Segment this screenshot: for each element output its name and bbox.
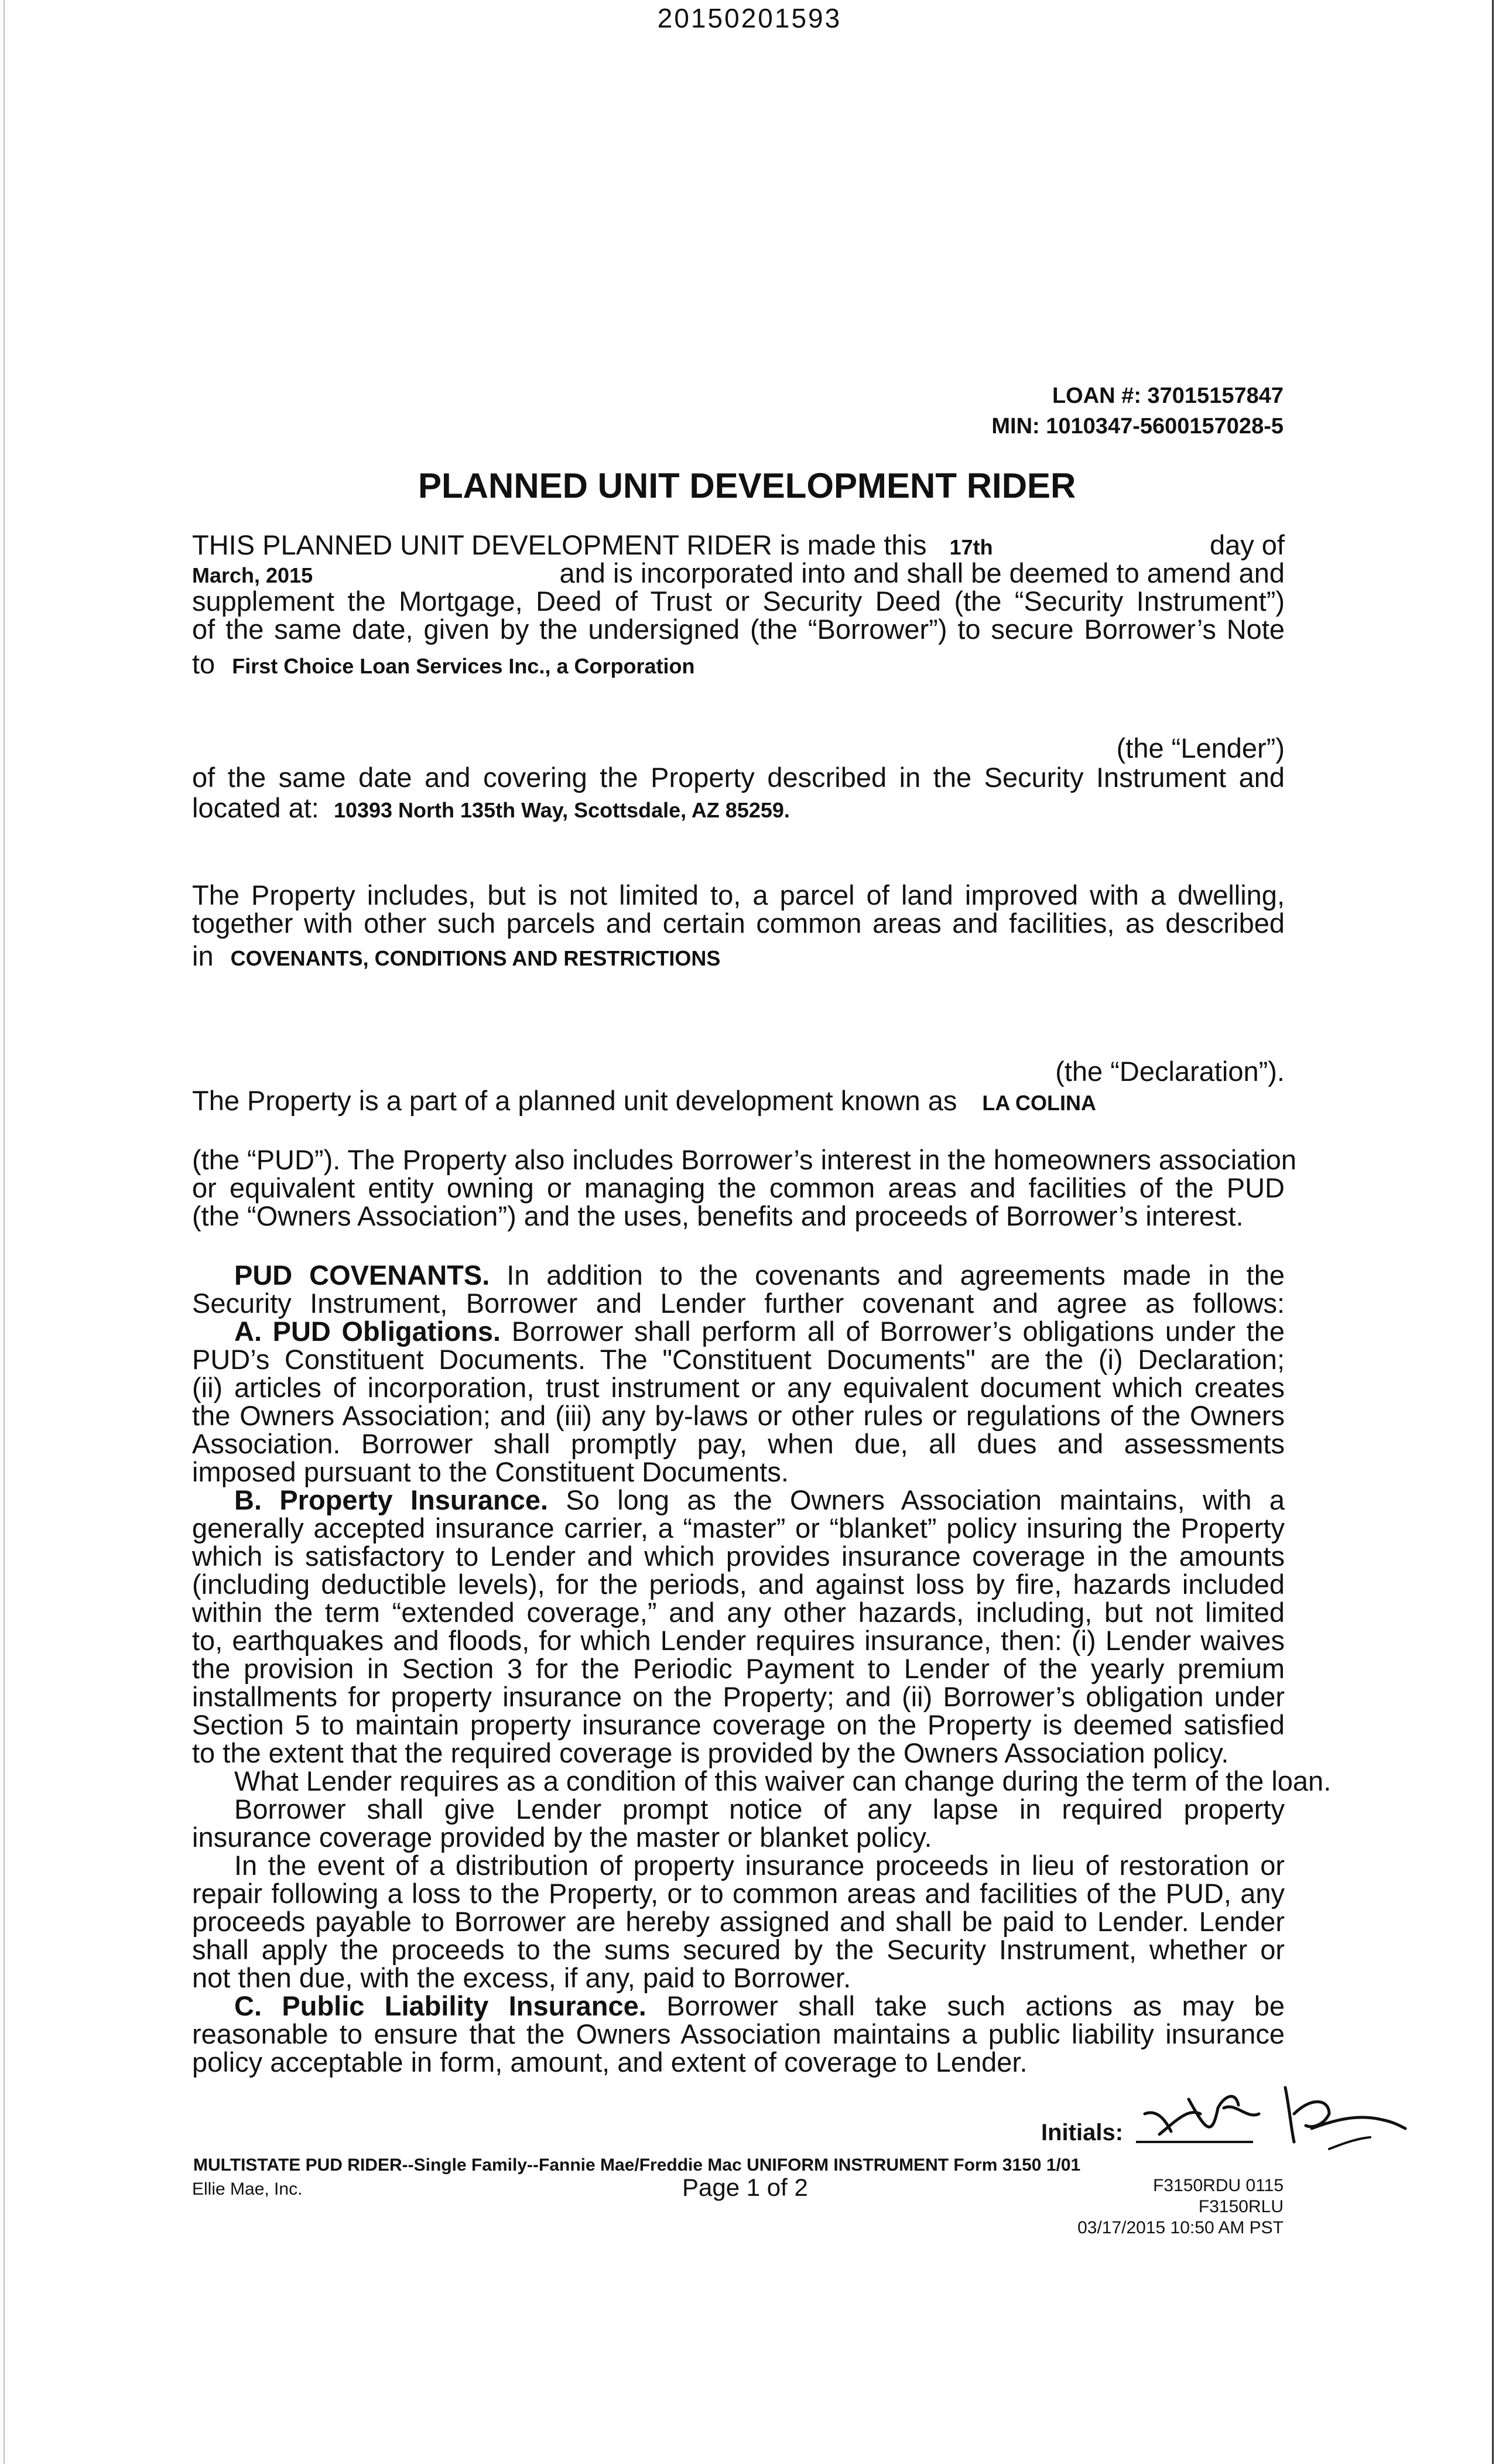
intro-line-6: of the same date and covering the Property described in the Security Instrument and: [192, 762, 1285, 793]
covenants-line-1: PUD COVENANTS. In addition to the covenants and agreements made in the: [234, 1260, 1285, 1291]
section-b-line-12: Borrower shall give Lender prompt notice of any lapse in required property: [234, 1794, 1285, 1825]
page-number: Page 1 of 2: [682, 2174, 808, 2201]
property-line-6: or equivalent entity owning or managing the common areas and facilities of the PUD: [192, 1172, 1285, 1203]
section-c-heading: C. Public Liability Insurance.: [234, 1990, 646, 2021]
declaration-document-field: COVENANTS, CONDITIONS AND RESTRICTIONS: [230, 946, 721, 970]
intro-line-3: supplement the Mortgage, Deed of Trust or Security Deed (the “Security Instrument”): [192, 586, 1285, 617]
intro-line-4: of the same date, given by the undersigned (the “Borrower”) to secure Borrower’s Note: [192, 614, 1285, 645]
intro-line-2: March, 2015 and is incorporated into and shall be deemed to amend and: [192, 557, 1285, 588]
print-timestamp: 03/17/2015 10:50 AM PST: [1077, 2218, 1284, 2237]
section-c-line-1: C. Public Liability Insurance. Borrower shall take such actions as may be: [234, 1990, 1285, 2021]
section-c-line-3: policy acceptable in form, amount, and extent of coverage to Lender.: [192, 2047, 1028, 2078]
scan-edge: [1492, 0, 1494, 2464]
vendor-name: Ellie Mae, Inc.: [192, 2179, 303, 2199]
section-b-line-17: shall apply the proceeds to the sums secured by the Security Instrument, whether or: [192, 1934, 1285, 1965]
section-c-line-2: reasonable to ensure that the Owners Association maintains a public liability insurance: [192, 2018, 1285, 2049]
intro-line-1: THIS PLANNED UNIT DEVELOPMENT RIDER is made this 17th day of: [192, 529, 1285, 560]
section-b-heading: B. Property Insurance.: [234, 1484, 549, 1515]
initials-signature: [1136, 2073, 1429, 2155]
section-b-line-10: to the extent that the required coverage is provided by the Owners Association policy.: [192, 1737, 1229, 1768]
pud-name-field: LA COLINA: [982, 1091, 1097, 1115]
lender-suffix: (the “Lender”): [1116, 733, 1285, 764]
section-a-line-3: (ii) articles of incorporation, trust instrument or any equivalent document which creates: [192, 1372, 1285, 1403]
section-b-line-3: which is satisfactory to Lender and which provides insurance coverage in the amounts: [192, 1541, 1285, 1572]
property-address-field: 10393 North 135th Way, Scottsdale, AZ 85259.: [333, 798, 790, 822]
section-a-line-5: Association. Borrower shall promptly pay, when due, all dues and assessments: [192, 1428, 1285, 1459]
section-b-line-6: to, earthquakes and floods, for which Lender requires insurance, then: (i) Lender waives: [192, 1625, 1285, 1656]
month-year-field: March, 2015: [192, 563, 313, 587]
loan-number: LOAN #: 37015157847: [1052, 384, 1284, 408]
property-line-3: in COVENANTS, CONDITIONS AND RESTRICTIONS: [192, 940, 721, 971]
min-number: MIN: 1010347-5600157028-5: [991, 414, 1284, 439]
declaration-suffix: (the “Declaration”).: [1055, 1056, 1285, 1087]
section-b-line-7: the provision in Section 3 for the Periodic Payment to Lender of the yearly premium: [192, 1653, 1285, 1684]
section-b-line-1: B. Property Insurance. So long as the Owners Association maintains, with a: [234, 1484, 1285, 1515]
lender-name-field: First Choice Loan Services Inc., a Corporation: [232, 654, 695, 678]
section-b-line-8: installments for property insurance on the Property; and (ii) Borrower’s obligation under: [192, 1681, 1285, 1712]
initials-label: Initials:: [1041, 2120, 1124, 2145]
section-b-line-11: What Lender requires as a condition of this waiver can change during the term of the loan.: [234, 1765, 1332, 1796]
property-line-1: The Property includes, but is not limited to, a parcel of land improved with a dwelling,: [192, 879, 1285, 911]
section-b-line-18: not then due, with the excess, if any, paid to Borrower.: [192, 1962, 851, 1993]
section-b-line-2: generally accepted insurance carrier, a “master” or “blanket” policy insuring the Property: [192, 1512, 1285, 1544]
section-b-line-15: repair following a loss to the Property, or to common areas and facilities of the PUD, any: [192, 1878, 1285, 1909]
form-code-2: F3150RLU: [1198, 2197, 1284, 2216]
section-a-line-2: PUD’s Constituent Documents. The "Constituent Documents" are the (i) Declaration;: [192, 1344, 1285, 1375]
property-line-7: (the “Owners Association”) and the uses, benefits and proceeds of Borrower’s interest.: [192, 1200, 1244, 1231]
property-line-5: (the “PUD”). The Property also includes Borrower’s interest in the homeowners association: [192, 1144, 1297, 1175]
section-b-line-4: (including deductible levels), for the periods, and against loss by fire, hazards included: [192, 1569, 1285, 1600]
section-a-heading: A. PUD Obligations.: [234, 1316, 501, 1347]
section-b-line-9: Section 5 to maintain property insurance coverage on the Property is deemed satisfied: [192, 1709, 1285, 1740]
covenants-line-2: Security Instrument, Borrower and Lender further covenant and agree as follows:: [192, 1288, 1285, 1319]
section-b-line-13: insurance coverage provided by the master or blanket policy.: [192, 1822, 932, 1853]
recording-number: 20150201593: [657, 3, 842, 33]
section-b-line-5: within the term “extended coverage,” and any other hazards, including, but not limited: [192, 1597, 1285, 1628]
section-a-line-1: A. PUD Obligations. Borrower shall perform all of Borrower’s obligations under the: [234, 1316, 1285, 1347]
scan-edge-left: [4, 0, 5, 2464]
form-title: MULTISTATE PUD RIDER--Single Family--Fannie Mae/Freddie Mac UNIFORM INSTRUMENT Form 3150 1/01: [193, 2155, 1081, 2175]
covenants-heading: PUD COVENANTS.: [234, 1260, 490, 1291]
property-line-2: together with other such parcels and certain common areas and facilities, as described: [192, 908, 1285, 939]
section-a-line-6: imposed pursuant to the Constituent Documents.: [192, 1456, 789, 1487]
section-b-line-16: proceeds payable to Borrower are hereby assigned and shall be paid to Lender. Lender: [192, 1906, 1285, 1937]
property-line-4: The Property is a part of a planned unit development known as LA COLINA: [192, 1085, 1097, 1116]
section-b-line-14: In the event of a distribution of property insurance proceeds in lieu of restoration or: [234, 1850, 1285, 1881]
section-a-line-4: the Owners Association; and (iii) any by-laws or other rules or regulations of the Owners: [192, 1400, 1285, 1431]
intro-line-5: to First Choice Loan Services Inc., a Corporation: [192, 648, 695, 679]
intro-line-7: located at: 10393 North 135th Way, Scottsdale, AZ 85259.: [192, 792, 790, 823]
document-title: PLANNED UNIT DEVELOPMENT RIDER: [418, 466, 1076, 505]
form-code-1: F3150RDU 0115: [1153, 2176, 1284, 2195]
day-field: 17th: [949, 535, 993, 559]
